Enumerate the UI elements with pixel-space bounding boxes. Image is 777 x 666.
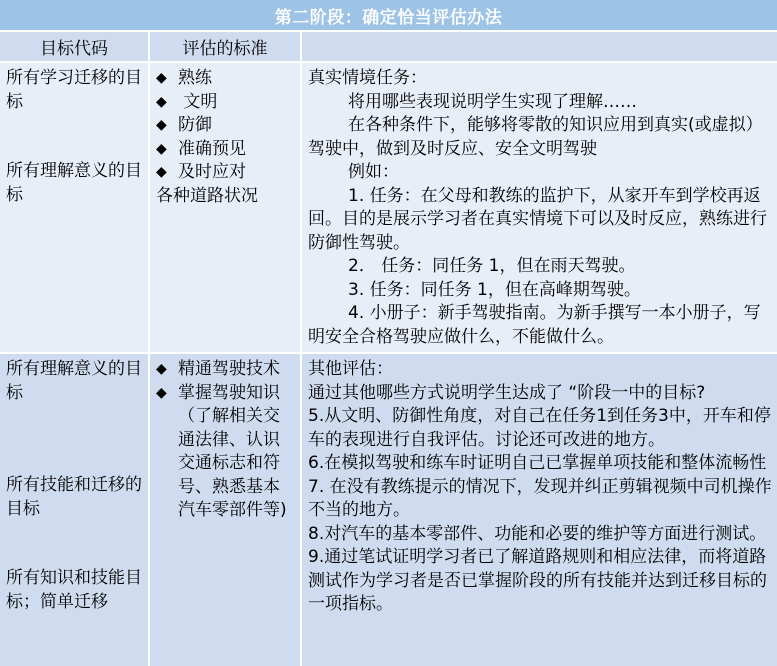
assessment-item: 7. 在没有教练提示的情况下，发现并纠正剪辑视频中司机操作不当的地方。 [308, 476, 772, 520]
goal-item: 所有学习迁移的目标 [6, 68, 142, 112]
diamond-bullet-icon: ◆ [156, 117, 167, 133]
criteria-item: ◆ 掌握驾驶知识（了解相关交通法律、认识交通标志和符号、熟悉基本汽车零部件等) [156, 382, 296, 523]
assessment-intro: 将用哪些表现说明学生实现了理解…… [348, 91, 637, 112]
criteria-item: ◆ 文明 [156, 91, 296, 115]
goal-item: 所有技能和迁移的目标 [6, 475, 142, 519]
goal-item: 所有知识和技能目标；简单迁移 [6, 568, 142, 612]
assessment-item: 6.在模拟驾驶和练车时证明自己已掌握单项技能和整体流畅性 [308, 453, 767, 473]
header-goal-code: 目标代码 [0, 32, 148, 61]
row1-goals [0, 63, 148, 352]
diamond-bullet-icon: ◆ [156, 70, 167, 86]
example-label: 例如： [348, 162, 399, 182]
header-criteria: 评估的标准 [150, 32, 300, 61]
diamond-bullet-icon: ◆ [156, 384, 167, 401]
criteria-item: ◆ 防御 [156, 114, 296, 138]
row2-assessment [302, 354, 777, 666]
criteria-item: ◆ 熟练 [156, 67, 296, 91]
assessment-item: 9.通过笔试证明学习者已了解道路规则和相应法律，而将道路测试作为学习者是否已掌握阶段的所有技能并达到迁移目标的一项指标。 [308, 547, 767, 614]
row2-criteria [150, 354, 300, 666]
criteria-item: ◆ 及时应对 [156, 161, 296, 185]
criteria-continuation: 各种道路状况 [156, 185, 258, 206]
diamond-bullet-icon: ◆ [156, 93, 167, 110]
assessment-heading: 其他评估： [308, 359, 393, 379]
table-title: 第二阶段：确定恰当评估办法 [0, 0, 777, 30]
assessment-intro: 通过其他哪些方式说明学生达成了 “阶段一中的目标? [308, 382, 706, 403]
criteria-item: ◆ 准确预见 [156, 138, 296, 162]
row1-assessment [302, 63, 777, 352]
diamond-bullet-icon: ◆ [156, 164, 167, 180]
assessment-intro: 在各种条件下，能够将零散的知识应用到真实(或虚拟）驾驶中，做到及时反应、安全文明驾驶 [308, 115, 763, 159]
diamond-bullet-icon: ◆ [156, 140, 167, 157]
assessment-item: 5.从文明、防御性角度，对自己在任务1到任务3中，开车和停车的表现进行自我评估。讨论还可改进的地方。 [308, 406, 771, 450]
task-item: 4. 小册子：新手驾驶指南。为新手撰写一本小册子，写明安全合格驾驶应做什么，不能做什么。 [308, 303, 761, 347]
goal-item: 所有理解意义的目标 [6, 161, 142, 205]
task-item: 2． 任务：同任务 1，但在雨天驾驶。 [348, 256, 636, 276]
assessment-heading: 真实情境任务： [308, 68, 427, 88]
goal-item: 所有理解意义的目标 [6, 359, 142, 403]
task-item: 1. 任务：在父母和教练的监护下，从家开车到学校再返回。目的是展示学习者在真实情境下可以及时反应，熟练进行防御性驾驶。 [308, 185, 767, 253]
row1-criteria [150, 63, 300, 352]
assessment-item: 8.对汽车的基本零部件、功能和必要的维护等方面进行测试。 [308, 523, 767, 544]
diamond-bullet-icon: ◆ [156, 361, 167, 377]
row2-goals [0, 354, 148, 666]
criteria-item: ◆ 精通驾驶技术 [156, 358, 296, 382]
task-item: 3. 任务：同任务 1，但在高峰期驾驶。 [348, 279, 641, 300]
header-assessment [302, 32, 777, 61]
